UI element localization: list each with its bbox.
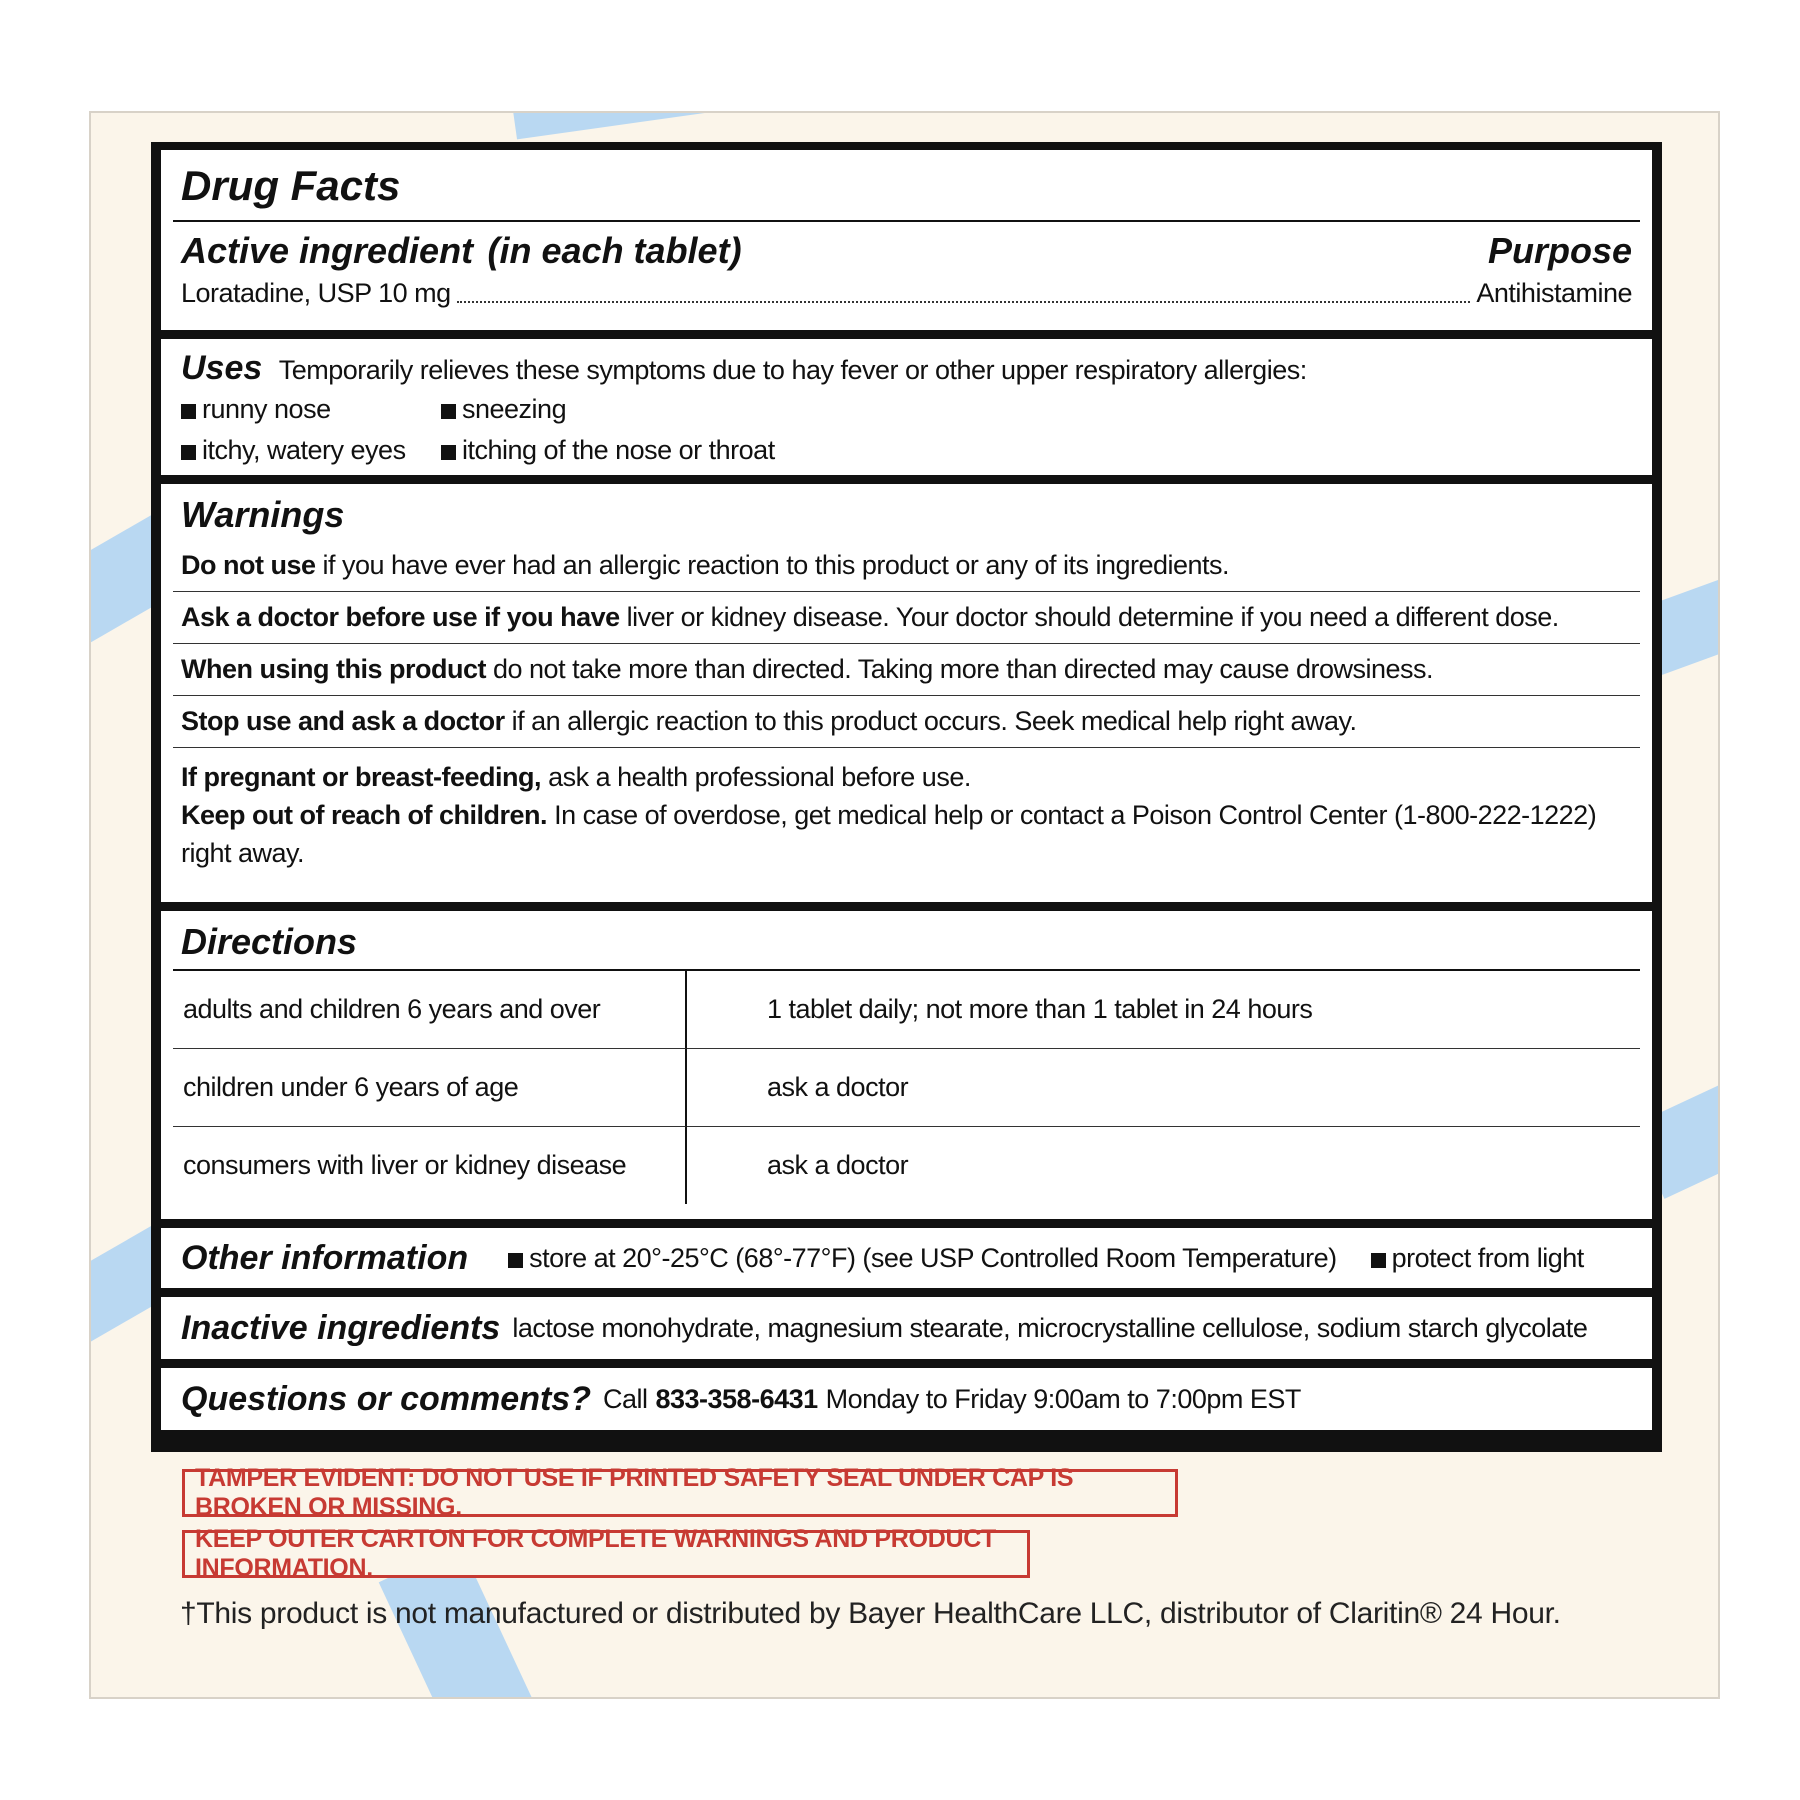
uses-section — [161, 339, 1652, 475]
other-info-item: protect from light — [1371, 1243, 1584, 1274]
questions-hours: Monday to Friday 9:00am to 7:00pm EST — [825, 1383, 1301, 1414]
leader-dots — [457, 300, 1471, 303]
questions-call-label: Call — [602, 1383, 648, 1414]
use-item: runny nose — [181, 394, 441, 425]
directions-dose-cell: 1 tablet daily; not more than 1 tablet in 24 hours — [767, 994, 1313, 1024]
inactive-ingredients-heading: Inactive ingredients — [181, 1308, 501, 1347]
directions-who-cell: children under 6 years of age — [173, 1048, 687, 1126]
use-item: sneezing — [441, 394, 1632, 425]
active-ingredient-name: Loratadine, USP 10 mg — [181, 278, 451, 308]
stop-use-text: if an allergic reaction to this product occurs. Seek medical help right away. — [511, 706, 1357, 736]
warnings-heading: Warnings — [181, 494, 345, 535]
drug-facts-title: Drug Facts — [181, 162, 401, 209]
active-ingredient-section — [161, 150, 1652, 330]
active-ingredient-heading: Active ingredient — [181, 230, 474, 271]
directions-section — [161, 911, 1652, 1219]
do-not-use-label: Do not use — [181, 550, 316, 580]
purpose-heading: Purpose — [1487, 230, 1632, 271]
use-item: itchy, watery eyes — [181, 435, 441, 466]
questions-phone: 833-358-6431 — [655, 1383, 818, 1414]
disclaimer-footnote: †This product is not manufactured or distributed by Bayer HealthCare LLC, distributor of Claritin® 24 Hour. — [180, 1597, 1561, 1630]
directions-table — [173, 971, 1640, 1204]
directions-who-cell: consumers with liver or kidney disease — [173, 1126, 687, 1204]
warnings-section — [161, 484, 1652, 902]
keep-out-text: In case of overdose, get medical help or contact a Poison Control Center (1-800-222-1222) — [554, 800, 1597, 830]
directions-dose-cell: ask a doctor — [687, 1048, 1640, 1126]
other-information-heading: Other information — [181, 1238, 469, 1277]
ask-doctor-text: liver or kidney disease. Your doctor should determine if you need a different dose. — [626, 602, 1559, 632]
ask-doctor-label: Ask a doctor before use if you have — [181, 602, 620, 632]
uses-intro: Temporarily relieves these symptoms due to hay fever or other upper respiratory allergies: — [278, 355, 1307, 385]
purpose-value: Antihistamine — [1476, 278, 1632, 308]
when-using-label: When using this product — [181, 654, 486, 684]
blue-stripe-decoration — [507, 111, 754, 139]
use-item: itching of the nose or throat — [441, 435, 1632, 466]
keep-out-text-continued: right away. — [181, 838, 305, 868]
directions-dose-cell: ask a doctor — [687, 1126, 1640, 1204]
pregnant-label: If pregnant or breast-feeding, — [181, 762, 542, 792]
other-info-item: store at 20°-25°C (68°-77°F) (see USP Controlled Room Temperature) — [508, 1243, 1337, 1274]
uses-heading: Uses — [181, 349, 263, 387]
active-ingredient-note: (in each tablet) — [487, 230, 742, 271]
directions-heading: Directions — [181, 921, 358, 962]
keep-out-label: Keep out of reach of children. — [181, 800, 548, 830]
when-using-text: do not take more than directed. Taking more than directed may cause drowsiness. — [493, 654, 1434, 684]
drug-facts-panel — [151, 142, 1662, 1452]
questions-section — [161, 1368, 1652, 1430]
directions-who-cell: adults and children 6 years and over — [173, 971, 687, 1048]
pregnant-text: ask a health professional before use. — [548, 762, 971, 792]
do-not-use-text: if you have ever had an allergic reaction to this product or any of its ingredients. — [322, 550, 1230, 580]
tamper-evident-notice: TAMPER EVIDENT: DO NOT USE IF PRINTED SAFETY SEAL UNDER CAP IS BROKEN OR MISSING. — [182, 1469, 1178, 1517]
stop-use-label: Stop use and ask a doctor — [181, 706, 505, 736]
questions-heading: Questions or comments? — [181, 1379, 591, 1418]
other-information-section — [161, 1228, 1652, 1288]
inactive-ingredients-section — [161, 1297, 1652, 1359]
inactive-ingredients-text: lactose monohydrate, magnesium stearate, microcrystalline cellulose, sodium starch glycolate — [512, 1312, 1588, 1343]
keep-carton-notice: KEEP OUTER CARTON FOR COMPLETE WARNINGS AND PRODUCT INFORMATION. — [182, 1530, 1030, 1578]
